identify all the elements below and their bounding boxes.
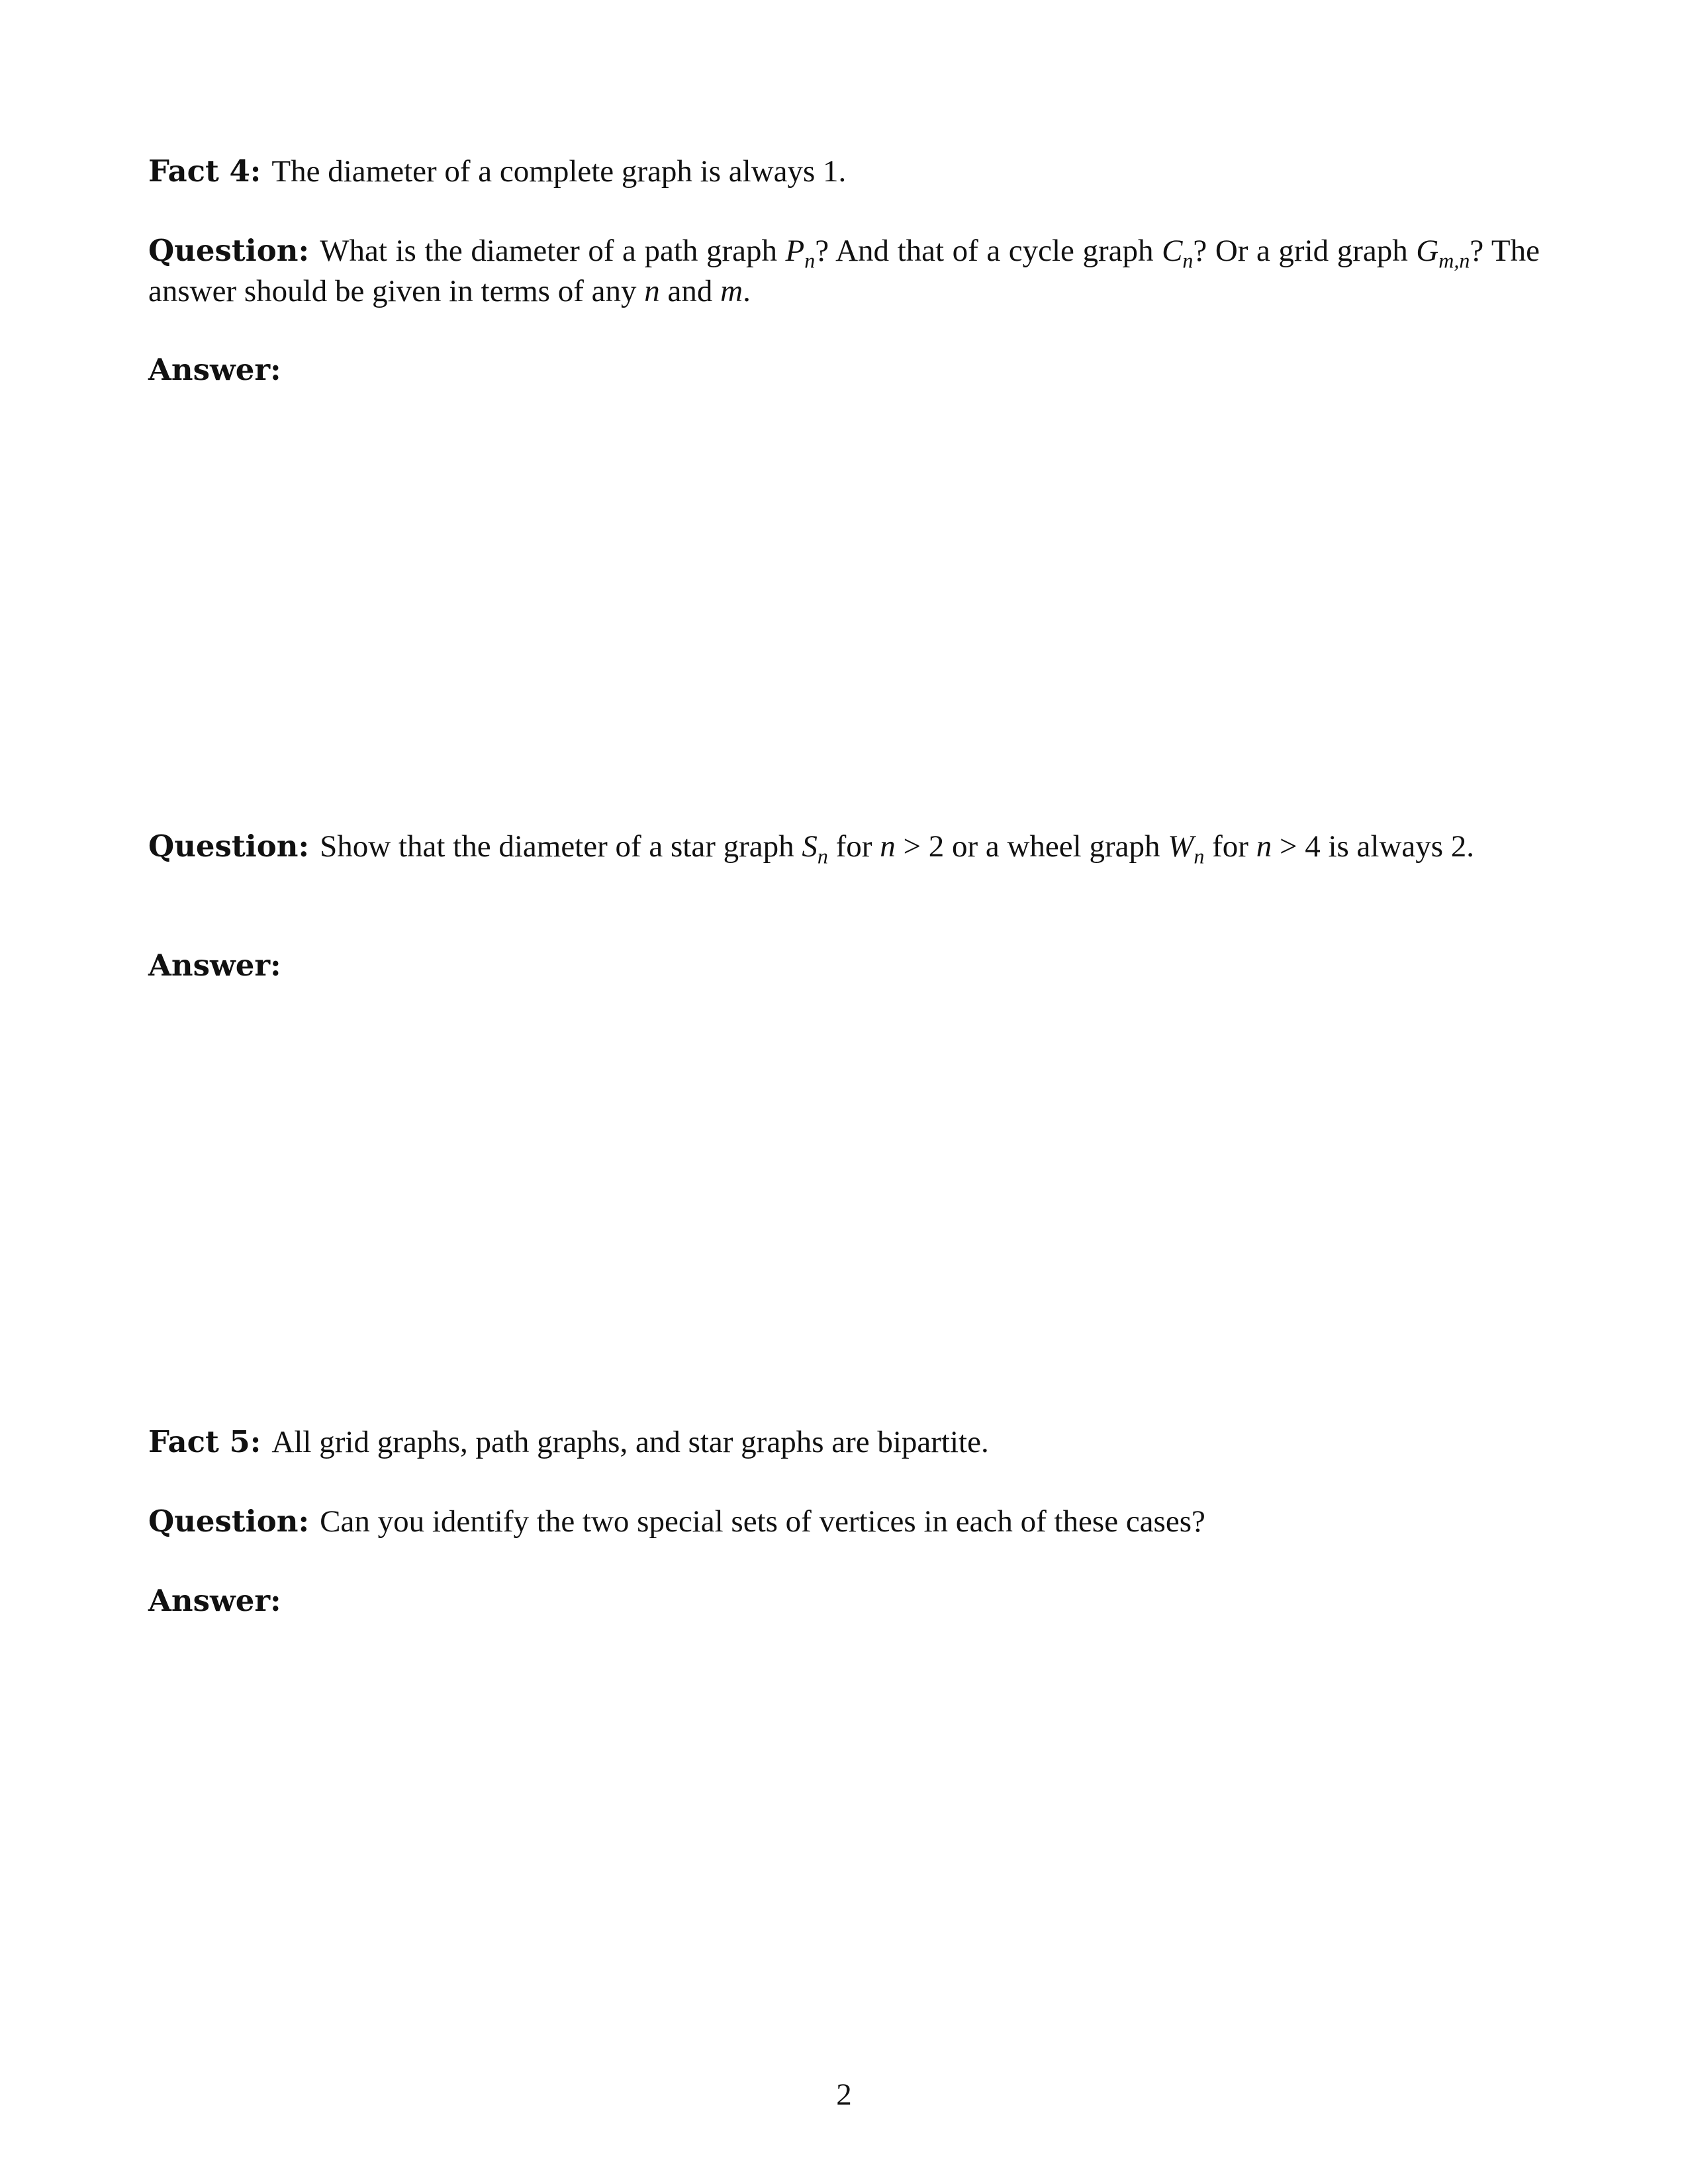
question-3-label: Question:: [148, 1504, 310, 1539]
question-2-text: for: [1204, 829, 1256, 864]
fact-4-text: The diameter of a complete graph is always 1.: [271, 154, 847, 189]
variable-n: n: [644, 274, 660, 308]
cycle-graph-subscript: n: [1182, 248, 1194, 273]
answer-1-label: Answer:: [148, 352, 281, 387]
answer-3: [148, 1580, 1540, 1621]
question-2-text: Show that the diameter of a star graph: [320, 829, 802, 864]
question-2: [148, 826, 1540, 867]
cycle-graph-symbol: C: [1162, 234, 1183, 268]
wheel-graph-symbol: W: [1168, 829, 1194, 864]
question-1-label: Question:: [148, 233, 310, 268]
question-3-text: Can you identify the two special sets of vertices in each of these cases?: [320, 1504, 1205, 1539]
star-graph-symbol: S: [802, 829, 818, 864]
star-graph-subscript: n: [817, 844, 828, 868]
question-1-text: ? And that of a cycle graph: [815, 234, 1162, 268]
path-graph-subscript: n: [804, 248, 816, 273]
answer-2: [148, 945, 1540, 986]
answer-2-label: Answer:: [148, 948, 281, 983]
fact-4-label: Fact 4:: [148, 154, 261, 189]
variable-m: m: [720, 274, 743, 308]
fact-4: [148, 151, 1540, 192]
fact-5-text: All grid graphs, path graphs, and star graphs are bipartite.: [271, 1425, 989, 1459]
variable-n: n: [880, 829, 896, 864]
question-2-text: > 4 is always 2.: [1272, 829, 1475, 864]
path-graph-symbol: P: [785, 234, 805, 268]
question-2-text: for: [827, 829, 880, 864]
wheel-graph-subscript: n: [1194, 844, 1205, 868]
answer-1: [148, 349, 1540, 390]
question-1-text: ? Or a grid graph: [1193, 234, 1417, 268]
fact-5-label: Fact 5:: [148, 1424, 261, 1459]
question-1-text: and: [659, 274, 721, 308]
question-1-text: ? The answer should be given in terms of any: [148, 234, 1540, 308]
question-2-label: Question:: [148, 829, 310, 864]
question-1-text: .: [743, 274, 751, 308]
variable-n: n: [1256, 829, 1272, 864]
grid-graph-symbol: G: [1416, 234, 1439, 268]
grid-graph-subscript: m,n: [1438, 248, 1470, 273]
question-2-text: > 2 or a wheel graph: [895, 829, 1168, 864]
fact-5: [148, 1422, 1540, 1463]
page-number: 2: [836, 2077, 852, 2112]
question-1: [148, 230, 1540, 312]
question-1-text: What is the diameter of a path graph: [320, 234, 786, 268]
answer-3-label: Answer:: [148, 1583, 281, 1618]
question-3: [148, 1501, 1540, 1542]
